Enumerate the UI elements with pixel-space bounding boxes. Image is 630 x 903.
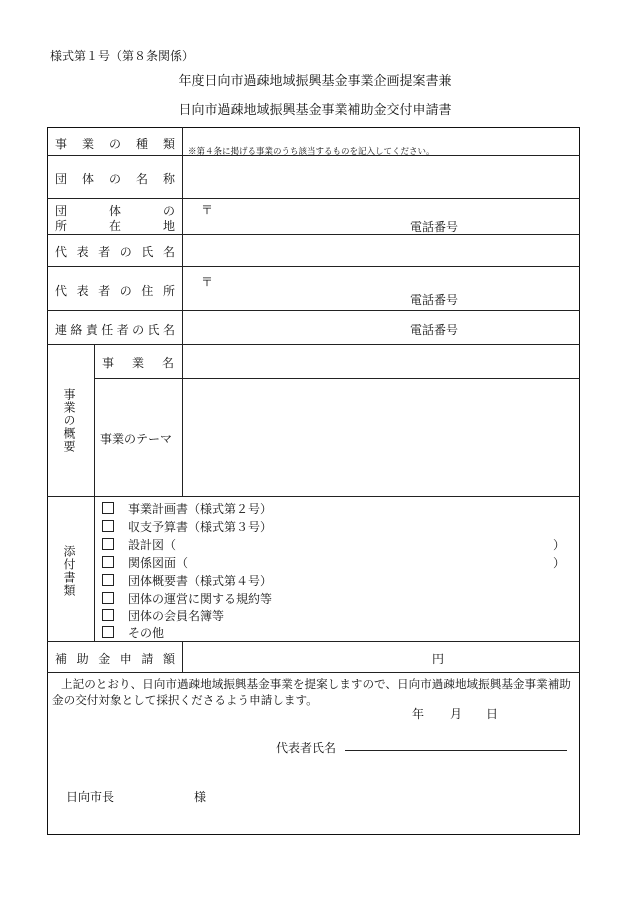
declaration-line2: 金の交付対象として採択くださるよう申請します。 [52,693,318,707]
project-name-field[interactable] [183,345,579,378]
date-month: 月 [450,707,463,721]
rep-phone-label: 電話番号 [410,293,459,307]
rep-postal-mark: 〒 [201,275,214,289]
contact-name-label: 連 絡 責 任 者 の 氏 名 [55,323,175,337]
subsidy-unit: 円 [432,652,445,666]
attachment-item[interactable]: 事業計画書（様式第２号） [102,500,272,517]
close-paren: ） [553,556,566,570]
org-address-label-line2: 所 在 地 [55,219,175,233]
rep-signature-label: 代表者氏名 [276,741,337,755]
form-number: 様式第１号（第８条関係） [50,49,195,63]
rep-address-label: 代 表 者 の 住 所 [55,284,175,298]
org-name-field[interactable] [183,156,579,198]
rep-name-label: 代 表 者 の 氏 名 [55,245,175,259]
org-postal-mark: 〒 [201,203,214,217]
date-day: 日 [486,707,499,721]
contact-phone-label: 電話番号 [410,323,459,337]
attachment-item[interactable]: 収支予算書（様式第３号） [102,518,272,535]
checkbox[interactable] [102,502,114,514]
signature-line[interactable] [345,750,567,751]
project-type-note: ※第４条に掲げる事業のうち該当するものを記入してください。 [188,147,435,157]
project-theme-label: 事業のテーマ [100,432,173,446]
addressee: 日向市長 [66,790,115,804]
form-title-line1: 年度日向市過疎地域振興基金事業企画提案書兼 [178,74,452,89]
org-address-label-line1: 団 体 の [55,204,175,218]
org-phone-label: 電話番号 [410,220,459,234]
close-paren: ） [553,538,566,552]
overview-section-label: 事業の概要 [62,388,76,453]
form-title-line2: 日向市過疎地域振興基金事業補助金交付申請書 [178,103,452,118]
rep-name-field[interactable] [183,235,579,266]
org-name-label: 団 体 の 名 称 [55,172,175,186]
attachment-item[interactable]: 団体概要書（様式第４号） [102,572,272,589]
checkbox[interactable] [102,556,114,568]
subsidy-amount-field[interactable] [183,642,579,672]
attachment-item[interactable]: 設計図（ [102,536,176,553]
attachment-item[interactable]: 団体の運営に関する規約等 [102,590,272,607]
rep-address-field[interactable] [183,267,579,310]
checkbox[interactable] [102,609,114,621]
honorific: 様 [194,790,207,804]
checkbox[interactable] [102,538,114,550]
checkbox[interactable] [102,626,114,638]
contact-name-field[interactable] [183,311,579,344]
date-year: 年 [412,707,425,721]
attachment-item[interactable]: その他 [102,624,164,641]
attachment-item[interactable]: 団体の会員名簿等 [102,607,224,624]
project-name-label: 事 業 名 [102,356,174,370]
subsidy-amount-label: 補 助 金 申 請 額 [55,652,175,666]
checkbox[interactable] [102,574,114,586]
project-theme-field[interactable] [183,379,579,496]
attachment-item[interactable]: 関係図面（ [102,554,188,571]
attachments-section-label: 添付書類 [62,545,76,597]
checkbox[interactable] [102,520,114,532]
declaration-line1: 上記のとおり、日向市過疎地域振興基金事業を提案しますので、日向市過疎地域振興基金事業補助 [61,677,571,691]
org-address-field[interactable] [183,199,579,234]
checkbox[interactable] [102,592,114,604]
project-type-label: 事 業 の 種 類 [55,137,175,151]
